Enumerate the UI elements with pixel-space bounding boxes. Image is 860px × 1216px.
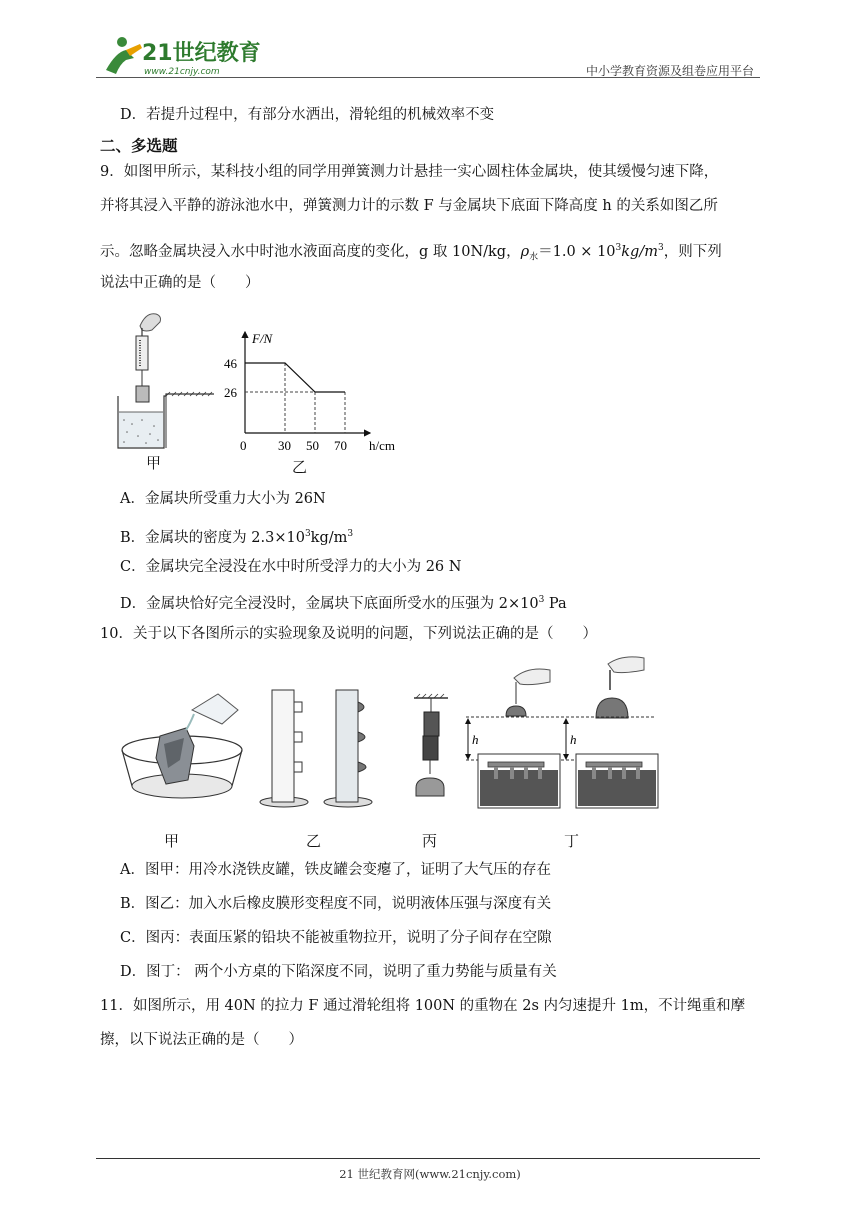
q9-option-a: A．金属块所受重力大小为 26N bbox=[120, 491, 326, 507]
y-tick-26: 26 bbox=[224, 385, 237, 400]
q9-figure-jia-label: 甲 bbox=[146, 454, 162, 472]
header-divider bbox=[96, 77, 760, 78]
q10-figure-jia bbox=[118, 688, 248, 808]
q11-line2: 擦，以下说法正确的是（ ） bbox=[100, 1032, 303, 1048]
rho-symbol: ρ bbox=[520, 243, 530, 260]
q9-line1: 9．如图甲所示，某科技小组的同学用弹簧测力计悬挂一实心圆柱体金属块，使其缓慢匀速下降， bbox=[100, 164, 719, 180]
q10-figure-bing-label: 丙 bbox=[422, 832, 438, 850]
q9-option-d: D．金属块恰好完全浸没时，金属块下底面所受水的压强为 $2\times 10^3$ Pa bbox=[120, 595, 567, 612]
y-tick-46: 46 bbox=[224, 356, 237, 371]
logo-icon bbox=[96, 30, 266, 80]
q10-figure-ding bbox=[458, 652, 668, 810]
x-tick-0: 0 bbox=[240, 438, 247, 453]
q9-line3: 示。忽略金属块浸入水中时池水液面高度的变化，g 取 10N/kg，$\rho_水=1.0 \times 10^3kg/m^3$，则下列 bbox=[100, 243, 722, 263]
q10-option-a: A．图甲：用冷水浇铁皮罐，铁皮罐会变瘪了，证明了大气压的存在 bbox=[120, 862, 551, 878]
q9-option-c: C．金属块完全浸没在水中时所受浮力的大小为 26 N bbox=[120, 559, 462, 575]
svg-text:21世纪教育: 21世纪教育 bbox=[142, 41, 261, 66]
footer-divider bbox=[96, 1158, 760, 1159]
y-axis-label: F/N bbox=[252, 331, 273, 346]
platform-name: 中小学教育资源及组卷应用平台 bbox=[585, 64, 754, 78]
svg-text:www.21cnjy.com: www.21cnjy.com bbox=[144, 67, 220, 77]
page-header bbox=[96, 30, 760, 82]
h-label-1: h bbox=[472, 732, 479, 747]
q9-line4: 说法中正确的是（ ） bbox=[100, 275, 260, 291]
h-label-2: h bbox=[570, 732, 577, 747]
q10-figure-ding-label: 丁 bbox=[564, 832, 580, 850]
q9-option-b: B．金属块的密度为 $2.3\times 10^3kg/m^3$ bbox=[120, 529, 354, 546]
page-footer: 21 世纪教育网(www.21cnjy.com) bbox=[339, 1167, 521, 1181]
q10-figure-yi-label: 乙 bbox=[306, 832, 322, 850]
q9-figure-yi-label: 乙 bbox=[292, 458, 308, 476]
x-tick-70: 70 bbox=[334, 438, 347, 453]
q10-stem: 10．关于以下各图所示的实验现象及说明的问题，下列说法正确的是（ ） bbox=[100, 626, 597, 642]
q9-line2: 并将其浸入平静的游泳池水中，弹簧测力计的示数 F 与金属块下底面下降高度 h 的关系如图乙所 bbox=[100, 198, 718, 214]
q9-graph-yi bbox=[222, 326, 412, 456]
q10-figure-jia-label: 甲 bbox=[164, 832, 180, 850]
q8-option-d: D．若提升过程中，有部分水洒出，滑轮组的机械效率不变 bbox=[120, 107, 495, 123]
section-title: 二、多选题 bbox=[100, 137, 178, 155]
q10-option-d: D．图丁： 两个小方桌的下陷深度不同，说明了重力势能与质量有关 bbox=[120, 964, 557, 980]
q10-option-c: C．图丙：表面压紧的铅块不能被重物拉开，说明了分子间存在空隙 bbox=[120, 930, 552, 946]
q11-line1: 11．如图所示，用 40N 的拉力 F 通过滑轮组将 100N 的重物在 2s 内匀速提升 1m，不计绳重和摩 bbox=[100, 998, 746, 1014]
q10-figure-bing bbox=[408, 692, 458, 810]
q9-figure-jia bbox=[112, 308, 222, 458]
x-tick-50: 50 bbox=[306, 438, 319, 453]
x-tick-30: 30 bbox=[278, 438, 291, 453]
q10-figure-yi bbox=[256, 686, 386, 810]
x-axis-label: h/cm bbox=[369, 438, 395, 453]
q10-option-b: B．图乙：加入水后橡皮膜形变程度不同，说明液体压强与深度有关 bbox=[120, 896, 552, 912]
